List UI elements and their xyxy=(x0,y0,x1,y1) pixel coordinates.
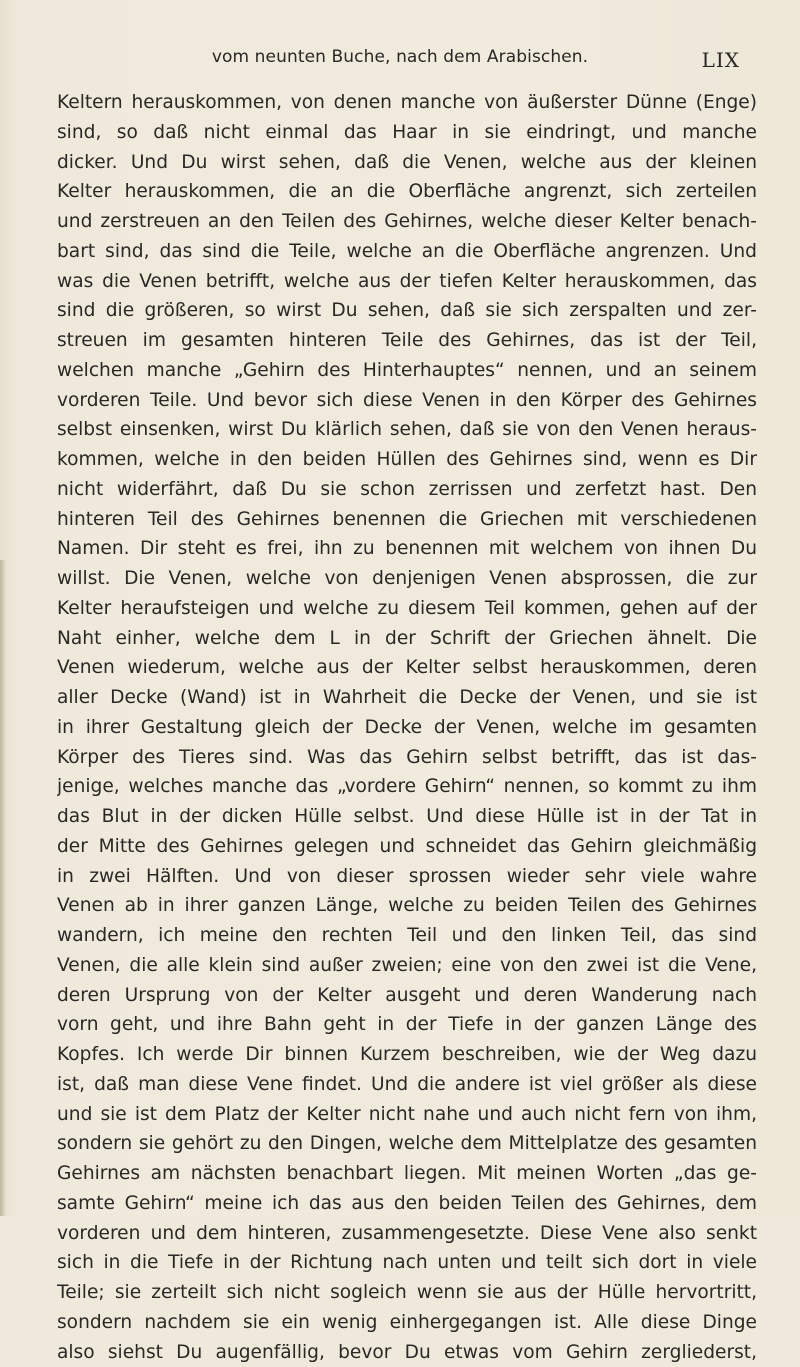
text-line: Gehirnes am nächsten benachbart liegen. Mit meinen Worten „das ge- xyxy=(57,1159,757,1189)
text-line: willst. Die Venen, welche von denjenigen Venen absprossen, die zur xyxy=(57,564,757,594)
text-line: Körper des Tieres sind. Was das Gehirn selbst betrifft, das ist das- xyxy=(57,743,757,773)
text-line: und sie ist dem Platz der Kelter nicht nahe und auch nicht fern von ihm, xyxy=(57,1100,757,1130)
text-line: Namen. Dir steht es frei, ihn zu benennen mit welchem von ihnen Du xyxy=(57,534,757,564)
page-number: LIX xyxy=(702,48,740,72)
text-line: nicht widerfährt, daß Du sie schon zerrissen und zerfetzt hast. Den xyxy=(57,475,757,505)
text-line: Teile; sie zerteilt sich nicht sogleich wenn sie aus der Hülle hervortritt, xyxy=(57,1278,757,1308)
text-line: jenige, welches manche das „vordere Gehirn“ nennen, so kommt zu ihm xyxy=(57,772,757,802)
text-line: das Blut in der dicken Hülle selbst. Und diese Hülle ist in der Tat in xyxy=(57,802,757,832)
text-line: deren Ursprung von der Kelter ausgeht und deren Wanderung nach xyxy=(57,981,757,1011)
text-line: dicker. Und Du wirst sehen, daß die Venen, welche aus der kleinen xyxy=(57,148,757,178)
text-line: Kopfes. Ich werde Dir binnen Kurzem beschreiben, wie der Weg dazu xyxy=(57,1040,757,1070)
text-line: bart sind, das sind die Teile, welche an die Oberfläche angrenzen. Und xyxy=(57,237,757,267)
page-gutter-shadow xyxy=(0,560,6,1216)
text-line: der Mitte des Gehirnes gelegen und schneidet das Gehirn gleichmäßig xyxy=(57,832,757,862)
text-line: Naht einher, welche dem L in der Schrift der Griechen ähnelt. Die xyxy=(57,624,757,654)
text-line: vorderen und dem hinteren, zusammengesetzte. Diese Vene also senkt xyxy=(57,1219,757,1249)
text-line: Kelter herauskommen, die an die Oberfläche angrenzt, sich zerteilen xyxy=(57,177,757,207)
text-line: was die Venen betrifft, welche aus der tiefen Kelter herauskommen, das xyxy=(57,267,757,297)
text-line: aller Decke (Wand) ist in Wahrheit die Decke der Venen, und sie ist xyxy=(57,683,757,713)
text-line: vorderen Teile. Und bevor sich diese Venen in den Körper des Gehirnes xyxy=(57,386,757,416)
text-line: also siehst Du augenfällig, bevor Du etwas vom Gehirn zergliederst, xyxy=(57,1338,757,1367)
text-line: hinteren Teil des Gehirnes benennen die Griechen mit verschiedenen xyxy=(57,505,757,535)
text-line: selbst einsenken, wirst Du klärlich sehen, daß sie von den Venen heraus- xyxy=(57,415,757,445)
text-line: ist, daß man diese Vene findet. Und die andere ist viel größer als diese xyxy=(57,1070,757,1100)
text-line: sich in die Tiefe in der Richtung nach unten und teilt sich dort in viele xyxy=(57,1248,757,1278)
text-line: sondern nachdem sie ein wenig einhergegangen ist. Alle diese Dinge xyxy=(57,1308,757,1338)
text-line: und zerstreuen an den Teilen des Gehirnes, welche dieser Kelter benach- xyxy=(57,207,757,237)
text-line: Kelter heraufsteigen und welche zu diesem Teil kommen, gehen auf der xyxy=(57,594,757,624)
page-header xyxy=(0,47,800,77)
text-line: sind, so daß nicht einmal das Haar in sie eindringt, und manche xyxy=(57,118,757,148)
text-line: Venen ab in ihrer ganzen Länge, welche zu beiden Teilen des Gehirnes xyxy=(57,891,757,921)
text-line: Venen, die alle klein sind außer zweien; eine von den zwei ist die Vene, xyxy=(57,951,757,981)
text-line: Venen wiederum, welche aus der Kelter selbst herauskommen, deren xyxy=(57,653,757,683)
body-text xyxy=(57,88,757,1367)
text-line: wandern, ich meine den rechten Teil und den linken Teil, das sind xyxy=(57,921,757,951)
text-line: in ihrer Gestaltung gleich der Decke der Venen, welche im gesamten xyxy=(57,713,757,743)
text-line: sind die größeren, so wirst Du sehen, daß sie sich zerspalten und zer- xyxy=(57,296,757,326)
text-line: Keltern herauskommen, von denen manche von äußerster Dünne (Enge) xyxy=(57,88,757,118)
text-line: samte Gehirn“ meine ich das aus den beiden Teilen des Gehirnes, dem xyxy=(57,1189,757,1219)
running-title: vom neunten Buche, nach dem Arabischen. xyxy=(0,47,800,67)
text-line: vorn geht, und ihre Bahn geht in der Tiefe in der ganzen Länge des xyxy=(57,1010,757,1040)
text-line: in zwei Hälften. Und von dieser sprossen wieder sehr viele wahre xyxy=(57,862,757,892)
text-line: sondern sie gehört zu den Dingen, welche dem Mittelplatze des gesamten xyxy=(57,1129,757,1159)
text-line: kommen, welche in den beiden Hüllen des Gehirnes sind, wenn es Dir xyxy=(57,445,757,475)
text-line: streuen im gesamten hinteren Teile des Gehirnes, das ist der Teil, xyxy=(57,326,757,356)
text-line: welchen manche „Gehirn des Hinterhauptes“ nennen, und an seinem xyxy=(57,356,757,386)
